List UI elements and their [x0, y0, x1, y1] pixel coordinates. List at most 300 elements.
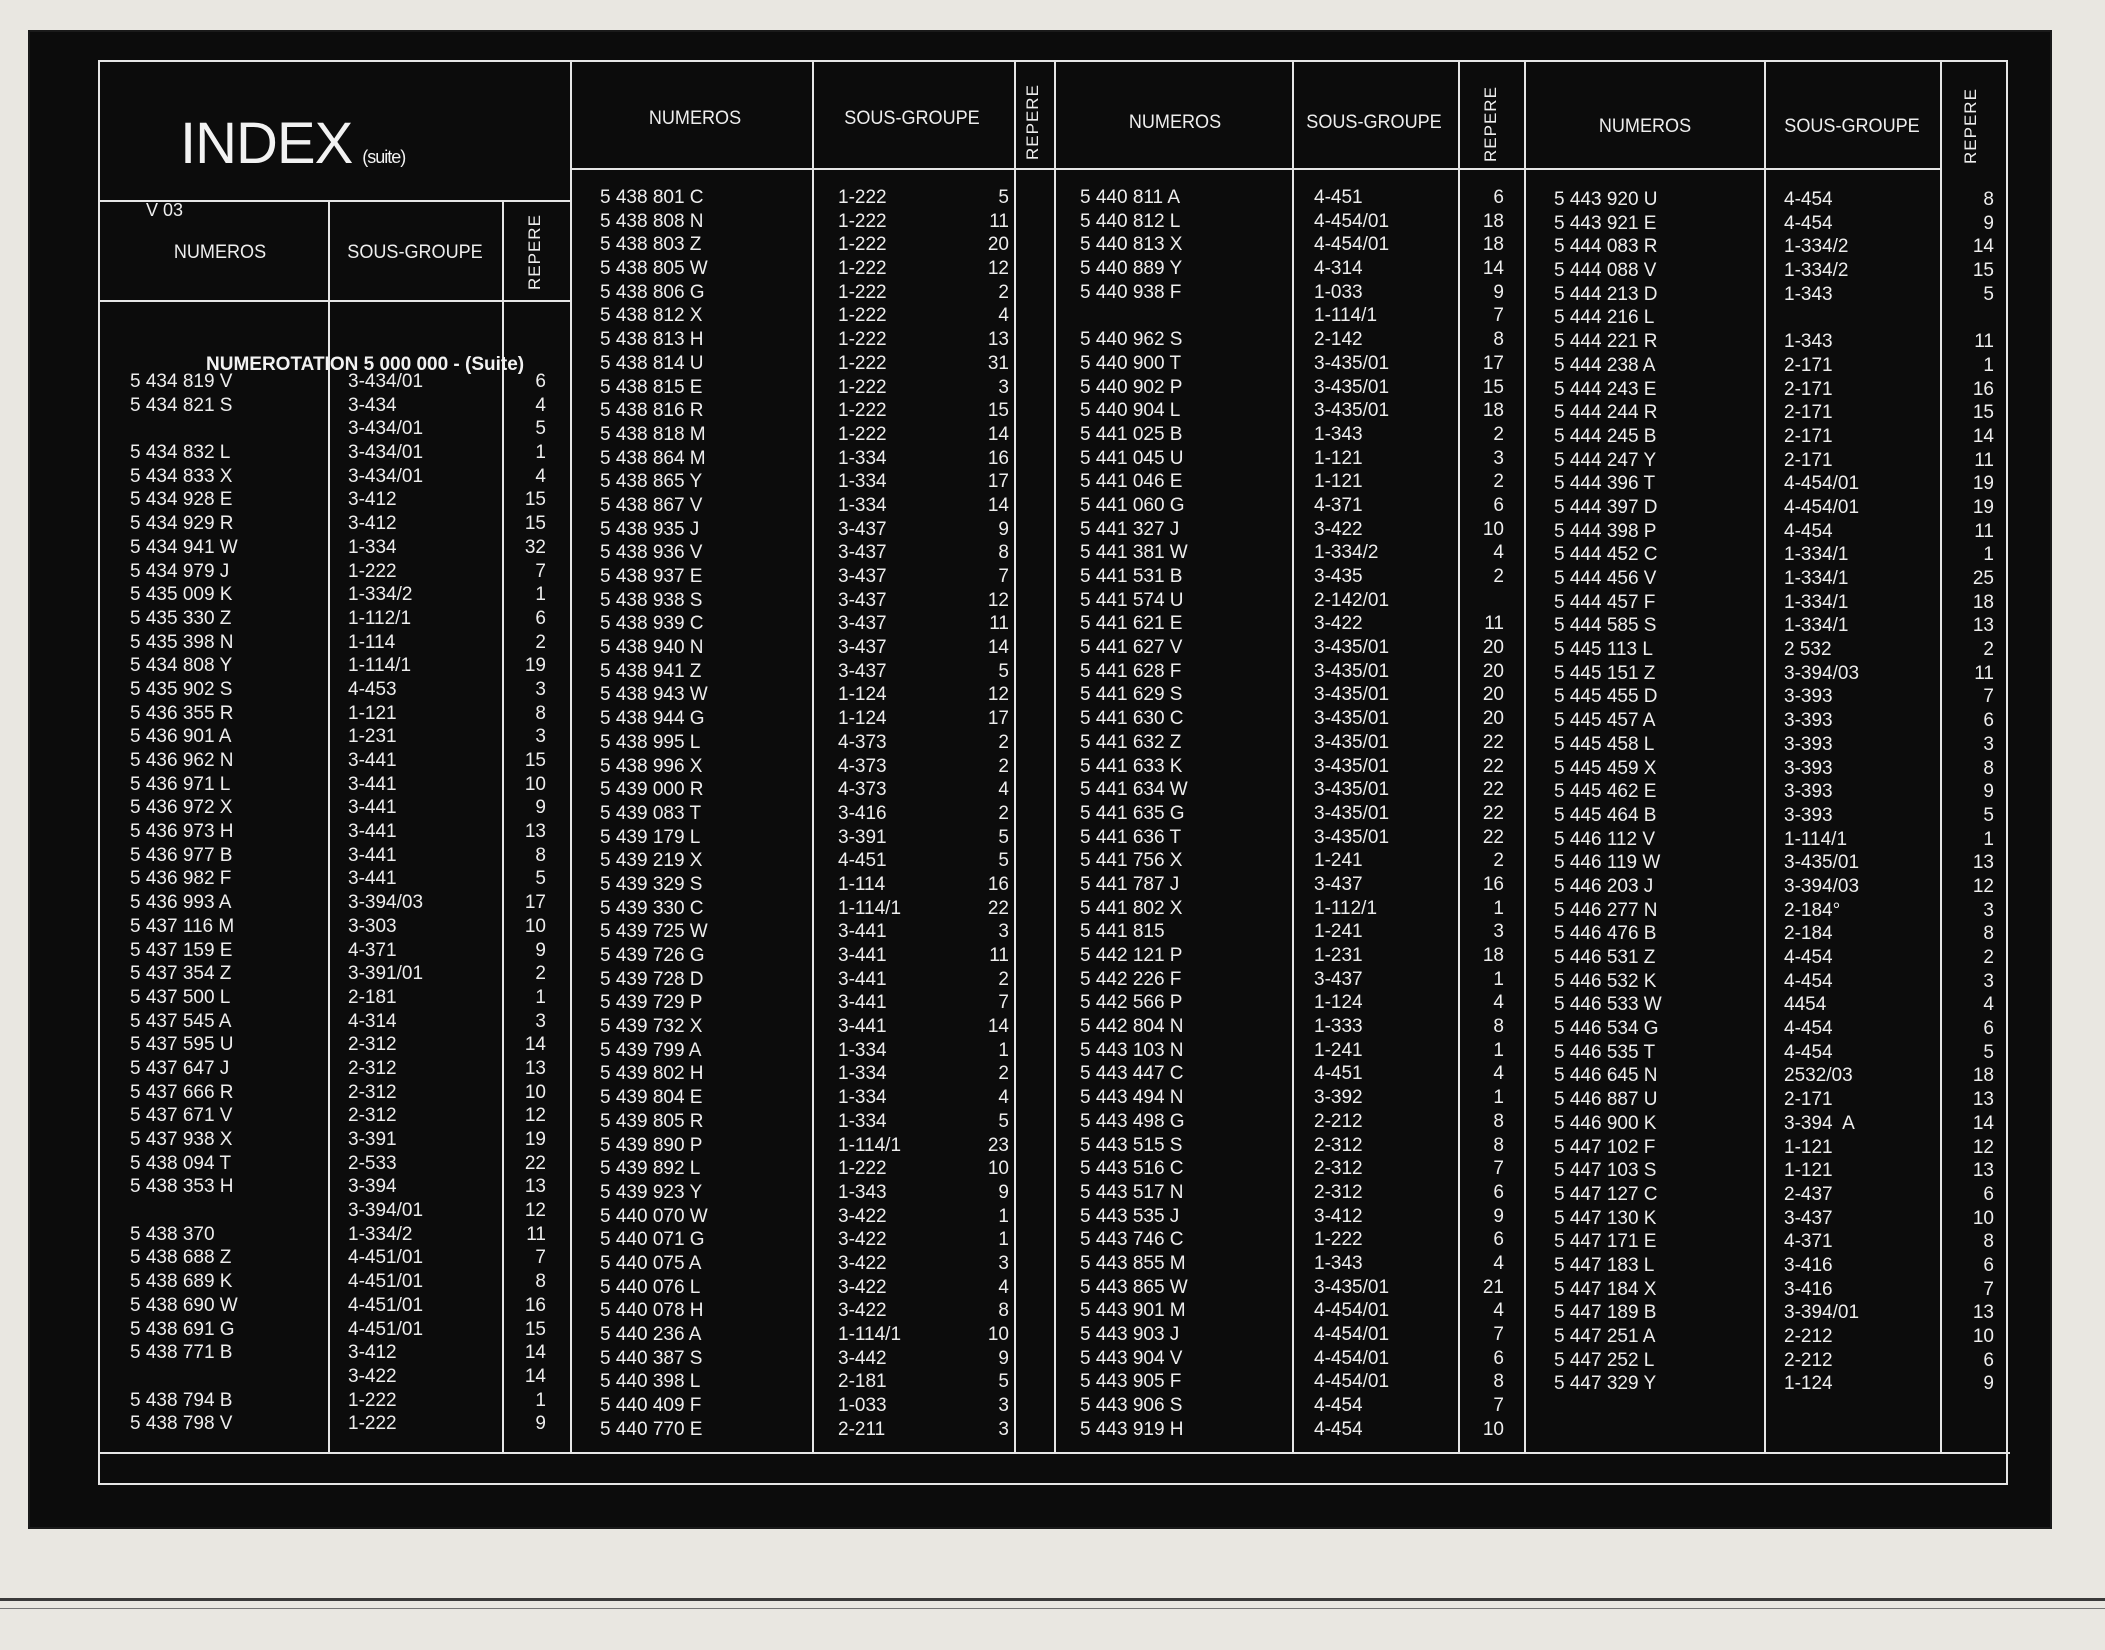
table-cell-repere: 20 — [1482, 660, 1504, 682]
table-cell-numero: 5 440 078 H — [600, 1300, 704, 1322]
table-cell-repere: 12 — [1972, 875, 1994, 897]
table-cell-repere: 6 — [1493, 1229, 1504, 1251]
table-cell-sous-groupe: 3-422 — [838, 1229, 887, 1251]
table-cell-repere: 19 — [524, 1129, 546, 1150]
table-cell-numero: 5 436 972 X — [130, 797, 233, 819]
table-cell-sous-groupe: 4-454/01 — [1314, 1300, 1390, 1322]
table-cell-numero: 5 447 103 S — [1554, 1160, 1657, 1182]
table-cell-sous-groupe: 3-393 — [1784, 733, 1833, 755]
table-cell-repere: 1 — [1983, 544, 1994, 566]
table-cell-numero: 5 439 923 Y — [600, 1181, 703, 1203]
table-cell-sous-groupe: 3-435/01 — [1314, 352, 1390, 374]
table-cell-numero: 5 440 070 W — [600, 1205, 708, 1227]
table-cell-numero: 5 440 962 S — [1080, 329, 1183, 351]
table-cell-repere: 14 — [987, 423, 1009, 445]
table-cell-repere: 11 — [1974, 331, 1994, 353]
divider — [1524, 62, 1526, 1452]
table-cell-repere: 6 — [1983, 1349, 1994, 1371]
table-cell-sous-groupe: 1-343 — [1784, 283, 1833, 305]
table-cell-sous-groupe: 1-124 — [838, 684, 887, 706]
table-cell-repere: 7 — [1493, 1395, 1504, 1417]
table-cell-repere: 1 — [535, 584, 546, 606]
table-cell-numero: 5 439 083 T — [600, 802, 702, 824]
table-cell-repere: 20 — [1482, 708, 1504, 730]
table-cell-sous-groupe: 4-453 — [348, 678, 397, 700]
film-edge — [0, 1598, 2105, 1601]
table-cell-numero: 5 447 171 E — [1554, 1231, 1657, 1253]
table-cell-sous-groupe: 3-437 — [838, 542, 887, 564]
table-cell-repere: 9 — [1983, 212, 1994, 234]
table-cell-repere: 4 — [1493, 1252, 1504, 1274]
table-cell-sous-groupe: 3-437 — [838, 660, 887, 682]
table-cell-numero: 5 441 634 W — [1080, 779, 1188, 801]
table-cell-repere: 10 — [524, 773, 546, 795]
table-cell-sous-groupe: 1-334 — [838, 1063, 887, 1085]
table-cell-numero: 5 441 327 J — [1080, 518, 1180, 540]
table-cell-repere: 17 — [987, 471, 1009, 493]
table-cell-numero: 5 440 812 L — [1080, 210, 1181, 232]
table-cell-repere: 4 — [998, 305, 1009, 327]
table-cell-sous-groupe: 1-334 — [838, 494, 887, 516]
table-cell-numero: 5 443 921 E — [1554, 212, 1657, 234]
table-cell-repere: 12 — [987, 258, 1009, 280]
table-cell-repere: 18 — [1482, 400, 1504, 422]
table-cell-sous-groupe: 2-181 — [348, 986, 397, 1008]
table-cell-repere: 23 — [987, 1134, 1009, 1156]
table-cell-sous-groupe: 1-121 — [1314, 447, 1363, 469]
sous-groupe-column — [1784, 188, 1934, 1396]
table-cell-numero: 5 434 808 Y — [130, 655, 233, 677]
table-cell-sous-groupe: 3-412 — [348, 1342, 397, 1364]
table-cell-repere: 2 — [998, 1063, 1009, 1085]
table-cell-repere: 9 — [1493, 1205, 1504, 1227]
table-cell-numero: 5 439 728 D — [600, 968, 704, 990]
table-cell-numero: 5 439 805 R — [600, 1110, 704, 1132]
table-cell-repere: 15 — [524, 489, 546, 511]
table-cell-repere: 13 — [524, 821, 546, 843]
table-cell-repere: 31 — [987, 352, 1009, 374]
table-cell-repere: 11 — [989, 613, 1009, 635]
header-numeros: NUMEROS — [1598, 116, 1692, 137]
table-cell-repere: 3 — [535, 1010, 546, 1032]
table-cell-repere: 5 — [535, 418, 546, 440]
table-cell-sous-groupe: 3-435/01 — [1314, 637, 1390, 659]
table-cell-repere: 7 — [1983, 686, 1994, 708]
table-cell-sous-groupe: 3-422 — [838, 1276, 887, 1298]
table-cell-repere: 1 — [1493, 897, 1504, 919]
table-cell-repere: 6 — [1983, 1018, 1994, 1040]
table-cell-repere: 4 — [1493, 992, 1504, 1014]
table-cell-sous-groupe: 2-171 — [1784, 425, 1833, 447]
table-cell-repere: 9 — [1983, 1373, 1994, 1395]
table-cell-repere: 25 — [1972, 568, 1994, 589]
table-cell-repere: 1 — [1493, 1087, 1504, 1109]
table-cell-repere: 6 — [1983, 710, 1994, 732]
table-cell-sous-groupe: 1-114 — [838, 873, 886, 895]
table-cell-numero: 5 438 814 U — [600, 352, 704, 374]
table-cell-repere — [1464, 589, 1504, 613]
table-cell-sous-groupe: 3-416 — [1784, 1254, 1833, 1276]
table-cell-numero: 5 443 535 J — [1080, 1205, 1180, 1227]
numeros-column — [130, 370, 320, 1436]
table-cell-numero: 5 441 636 T — [1080, 826, 1182, 848]
header-sous-groupe: SOUS-GROUPE — [844, 108, 980, 129]
table-cell-numero: 5 443 746 C — [1080, 1229, 1184, 1251]
table-cell-repere: 6 — [1493, 187, 1504, 208]
table-cell-sous-groupe: 1-114/1 — [838, 897, 902, 919]
table-cell-sous-groupe: 1-334/2 — [1314, 542, 1379, 564]
table-cell-sous-groupe: 1-222 — [1314, 1229, 1363, 1251]
repere-column — [1954, 188, 1994, 1396]
table-cell-numero: 5 438 805 W — [600, 258, 708, 280]
table-cell-repere: 17 — [524, 892, 546, 914]
table-cell-sous-groupe: 2-184 — [1784, 923, 1833, 945]
table-cell-numero: 5 438 936 V — [600, 542, 703, 564]
table-cell-sous-groupe: 3-434 — [348, 394, 397, 416]
table-cell-sous-groupe: 2 532 — [1784, 639, 1832, 661]
table-cell-numero: 5 443 447 C — [1080, 1063, 1184, 1085]
table-cell-sous-groupe: 3-434/01 — [348, 465, 424, 487]
table-cell-numero: 5 436 901 A — [130, 726, 232, 748]
divider — [1940, 62, 1942, 1452]
table-cell-repere: 3 — [1983, 899, 1994, 921]
table-cell-numero: 5 438 353 H — [130, 1176, 234, 1198]
table-cell-repere: 3 — [535, 726, 546, 748]
table-cell-sous-groupe: 3-394 A — [1784, 1112, 1855, 1134]
table-cell-sous-groupe: 2-171 — [1784, 354, 1833, 376]
table-cell-sous-groupe: 3-441 — [348, 821, 397, 843]
table-cell-repere: 6 — [1983, 1254, 1994, 1276]
table-cell-repere: 2 — [1983, 947, 1994, 968]
index-sheet — [30, 32, 2050, 1527]
table-cell-numero: 5 445 459 X — [1554, 757, 1657, 779]
table-cell-repere: 2 — [535, 631, 546, 653]
table-cell-numero: 5 438 803 Z — [600, 234, 702, 256]
table-cell-sous-groupe: 2-181 — [838, 1371, 887, 1393]
table-cell-numero: 5 440 236 A — [600, 1324, 702, 1345]
table-cell-sous-groupe: 3-394/01 — [348, 1200, 424, 1222]
table-cell-sous-groupe: 4-454 — [1784, 212, 1833, 234]
table-cell-sous-groupe: 3-422 — [838, 1205, 887, 1227]
table-cell-repere: 15 — [524, 750, 546, 771]
table-cell-sous-groupe: 4-451 — [838, 850, 887, 872]
table-cell-sous-groupe: 3-441 — [348, 844, 397, 866]
table-cell-repere: 2 — [998, 968, 1009, 990]
table-cell-numero: 5 443 904 V — [1080, 1347, 1183, 1369]
table-cell-repere: 5 — [1983, 283, 1994, 305]
table-cell-sous-groupe: 3-303 — [348, 915, 397, 937]
table-cell-repere: 4 — [1983, 994, 1994, 1016]
table-cell-sous-groupe: 1-033 — [1314, 281, 1363, 303]
table-cell-numero: 5 441 815 — [1080, 921, 1165, 943]
table-cell-repere: 14 — [524, 1034, 546, 1056]
divider — [1054, 62, 1056, 1452]
table-cell-repere: 3 — [1493, 447, 1504, 469]
table-cell-numero: 5 447 189 B — [1554, 1302, 1657, 1324]
table-cell-numero: 5 438 689 K — [130, 1271, 233, 1293]
table-cell-repere: 6 — [1493, 494, 1504, 516]
table-cell-sous-groupe: 3-437 — [1314, 873, 1363, 895]
table-cell-numero: 5 437 647 J — [130, 1057, 230, 1079]
table-cell-sous-groupe: 3-435/01 — [1314, 755, 1390, 777]
table-cell-numero: 5 440 811 A — [1080, 187, 1181, 208]
table-cell-repere: 1 — [998, 1205, 1009, 1227]
table-cell-numero: 5 444 457 F — [1554, 591, 1656, 613]
table-cell-repere: 13 — [1972, 852, 1994, 874]
table-cell-sous-groupe: 4-371 — [1314, 494, 1363, 516]
table-cell-numero: 5 442 566 P — [1080, 992, 1183, 1014]
table-cell-repere: 3 — [998, 376, 1009, 398]
table-cell-sous-groupe: 1-334 — [838, 471, 887, 493]
table-cell-repere: 14 — [524, 1342, 546, 1364]
table-cell-numero: 5 443 920 U — [1554, 189, 1658, 210]
table-cell-repere: 13 — [987, 329, 1009, 351]
table-cell-numero: 5 446 476 B — [1554, 923, 1657, 945]
table-cell-repere: 3 — [1493, 921, 1504, 943]
table-cell-repere: 10 — [1482, 1418, 1504, 1440]
table-cell-numero: 5 444 456 V — [1554, 568, 1657, 589]
table-cell-sous-groupe: 4-454 — [1784, 520, 1833, 542]
table-cell-repere: 10 — [1482, 518, 1504, 540]
table-cell-repere: 17 — [987, 708, 1009, 730]
table-cell-sous-groupe: 3-441 — [348, 797, 397, 819]
table-cell-sous-groupe: 2-184° — [1784, 899, 1841, 921]
table-cell-repere: 15 — [1972, 260, 1994, 282]
table-cell-sous-groupe: 3-391 — [838, 826, 887, 848]
table-cell-sous-groupe: 1-222 — [838, 210, 887, 232]
numeros-column — [1080, 186, 1280, 1441]
table-cell-numero: 5 446 532 K — [1554, 970, 1657, 992]
table-cell-sous-groupe: 3-441 — [348, 868, 397, 890]
table-cell-repere: 14 — [1972, 1112, 1994, 1134]
table-cell-repere: 13 — [1972, 1089, 1994, 1111]
table-cell-sous-groupe: 3-435/01 — [1314, 731, 1390, 753]
table-cell-numero: 5 445 462 E — [1554, 781, 1657, 803]
table-cell-repere: 16 — [987, 873, 1009, 895]
table-cell-sous-groupe: 3-441 — [838, 921, 887, 943]
header-repere: REPERE — [1961, 88, 1980, 164]
table-cell-repere: 18 — [1482, 210, 1504, 232]
table-cell-sous-groupe: 1-334/1 — [1784, 544, 1849, 566]
table-cell-sous-groupe: 1-124 — [1314, 992, 1363, 1014]
table-cell-sous-groupe: 2-142 — [1314, 329, 1363, 351]
table-cell-numero: 5 443 855 M — [1080, 1252, 1186, 1274]
table-cell-repere: 8 — [1983, 189, 1994, 210]
table-cell-repere: 6 — [535, 371, 546, 392]
table-cell-repere: 19 — [1972, 496, 1994, 518]
table-cell-sous-groupe: 3-416 — [1784, 1278, 1833, 1300]
table-cell-repere: 5 — [1983, 804, 1994, 826]
table-cell-repere: 4 — [998, 1087, 1009, 1109]
table-cell-sous-groupe: 3-435/01 — [1314, 684, 1390, 706]
table-cell-sous-groupe: 2-437 — [1784, 1183, 1833, 1205]
table-cell-sous-groupe: 3-434/01 — [348, 442, 424, 464]
table-cell-repere: 11 — [526, 1223, 546, 1245]
table-cell-numero: 5 437 354 Z — [130, 963, 232, 985]
table-cell-sous-groupe: 1-334/1 — [1784, 591, 1849, 613]
table-cell-sous-groupe: 1-033 — [838, 1395, 887, 1417]
table-cell-repere: 5 — [998, 660, 1009, 682]
table-cell-numero: 5 446 119 W — [1554, 852, 1661, 874]
table-cell-numero: 5 444 088 V — [1554, 260, 1657, 282]
table-cell-repere: 22 — [1482, 755, 1504, 777]
table-cell-numero: 5 439 725 W — [600, 921, 708, 943]
table-cell-numero: 5 444 243 E — [1554, 378, 1657, 400]
table-cell-sous-groupe: 2-212 — [1784, 1349, 1833, 1371]
table-cell-repere: 9 — [1493, 281, 1504, 303]
table-cell-numero: 5 441 635 G — [1080, 802, 1185, 824]
divider — [502, 200, 504, 1452]
table-cell-repere: 5 — [1983, 1041, 1994, 1063]
table-cell-numero: 5 444 245 B — [1554, 425, 1657, 447]
table-cell-numero: 5 443 498 G — [1080, 1110, 1185, 1132]
table-cell-repere: 11 — [1484, 613, 1504, 635]
title-text: INDEX — [180, 111, 353, 176]
table-cell-sous-groupe: 3-435/01 — [1314, 826, 1390, 848]
table-cell-numero: 5 445 457 A — [1554, 710, 1656, 732]
table-cell-sous-groupe: 1-121 — [1784, 1136, 1833, 1158]
table-cell-repere: 22 — [987, 897, 1009, 919]
numeros-column — [600, 186, 800, 1441]
table-cell-sous-groupe: 1-241 — [1314, 921, 1363, 943]
table-cell-numero: 5 436 982 F — [130, 868, 232, 890]
header-sous-groupe: SOUS-GROUPE — [347, 242, 483, 263]
table-cell-sous-groupe: 2-312 — [348, 1034, 397, 1056]
repere-column — [965, 186, 1009, 1441]
table-cell-repere: 16 — [1972, 378, 1994, 400]
table-cell-sous-groupe: 4-454 — [1314, 1395, 1363, 1417]
table-cell-repere: 20 — [987, 234, 1009, 256]
table-cell-repere: 3 — [1983, 970, 1994, 992]
table-cell-sous-groupe: 3-435/01 — [1314, 779, 1390, 801]
table-cell-sous-groupe: 3-394/03 — [1784, 662, 1860, 684]
table-cell-numero: 5 440 900 T — [1080, 352, 1182, 374]
table-cell-numero: 5 440 075 A — [600, 1252, 702, 1274]
table-cell-numero: 5 434 821 S — [130, 394, 233, 416]
table-cell-numero: 5 437 500 L — [130, 986, 231, 1008]
table-cell-sous-groupe: 1-121 — [348, 702, 397, 724]
table-cell-numero: 5 439 219 X — [600, 850, 703, 872]
table-cell-numero: 5 443 517 N — [1080, 1181, 1184, 1203]
table-cell-sous-groupe: 1-333 — [1314, 1016, 1363, 1038]
table-cell-repere: 14 — [1972, 236, 1994, 258]
table-cell-repere: 11 — [1974, 449, 1994, 471]
table-cell-repere: 1 — [1983, 828, 1994, 850]
table-cell-numero: 5 434 833 X — [130, 465, 233, 487]
table-cell-numero: 5 438 996 X — [600, 755, 703, 777]
table-cell-sous-groupe: 3-394 — [348, 1176, 397, 1198]
table-cell-sous-groupe: 1-124 — [838, 708, 887, 730]
table-cell-sous-groupe: 3-391/01 — [348, 963, 424, 985]
table-cell-repere: 9 — [535, 939, 546, 961]
table-cell-repere: 3 — [998, 921, 1009, 943]
table-cell-numero: 5 438 867 V — [600, 494, 703, 516]
table-cell-repere: 4 — [535, 394, 546, 416]
sous-groupe-column — [1314, 186, 1454, 1441]
table-cell-numero: 5 437 159 E — [130, 939, 233, 961]
table-cell-repere: 12 — [987, 684, 1009, 706]
table-cell-sous-groupe: 1-334 — [838, 447, 887, 469]
table-cell-sous-groupe: 3-437 — [1314, 968, 1363, 990]
table-cell-repere: 20 — [1482, 684, 1504, 706]
table-cell-numero: 5 440 889 Y — [1080, 258, 1183, 280]
table-cell-repere: 8 — [535, 1271, 546, 1293]
table-cell-numero: 5 438 808 N — [600, 210, 704, 232]
table-cell-numero: 5 438 806 G — [600, 281, 705, 303]
divider — [812, 62, 814, 1452]
table-cell-sous-groupe: 2-312 — [348, 1081, 397, 1103]
table-cell-repere: 14 — [1482, 258, 1504, 280]
table-cell-sous-groupe: 2-142/01 — [1314, 589, 1390, 611]
table-cell-numero: 5 440 409 F — [600, 1395, 702, 1417]
section-title: NUMEROTATION 5 000 000 - (Suite) — [206, 354, 525, 375]
table-cell-numero: 5 441 756 X — [1080, 850, 1183, 872]
table-cell-sous-groupe: 3-435/01 — [1314, 708, 1390, 730]
table-cell-sous-groupe: 1-222 — [838, 352, 887, 374]
table-cell-numero: 5 447 130 K — [1554, 1207, 1657, 1229]
table-cell-sous-groupe: 4-454/01 — [1314, 1371, 1390, 1393]
table-cell-sous-groupe: 1-222 — [838, 376, 887, 398]
table-cell-numero: 5 438 771 B — [130, 1342, 233, 1364]
table-cell-numero: 5 438 688 Z — [130, 1247, 232, 1269]
table-cell-sous-groupe: 1-222 — [348, 1413, 397, 1435]
table-cell-numero: 5 439 329 S — [600, 873, 703, 895]
table-cell-sous-groupe: 3-416 — [838, 802, 887, 824]
header-repere: REPERE — [525, 214, 544, 290]
table-cell-numero: 5 447 252 L — [1554, 1349, 1655, 1371]
table-cell-sous-groupe: 3-393 — [1784, 686, 1833, 708]
table-cell-repere: 18 — [1482, 234, 1504, 256]
table-cell-numero — [1080, 304, 1280, 328]
table-cell-sous-groupe: 1-222 — [348, 1389, 397, 1411]
table-cell-numero: 5 446 900 K — [1554, 1112, 1657, 1134]
table-cell-numero: 5 441 633 K — [1080, 755, 1183, 777]
table-cell-numero: 5 441 630 C — [1080, 708, 1184, 730]
table-cell-numero: 5 436 993 A — [130, 892, 232, 914]
table-cell-sous-groupe: 1-343 — [1784, 331, 1833, 353]
table-cell-repere: 5 — [998, 850, 1009, 872]
table-cell-repere: 22 — [1482, 802, 1504, 824]
table-cell-repere: 8 — [1493, 329, 1504, 351]
table-cell-sous-groupe: 3-435/01 — [1314, 376, 1390, 398]
table-cell-sous-groupe: 3-392 — [1314, 1087, 1363, 1109]
table-cell-sous-groupe: 3-437 — [1784, 1207, 1833, 1229]
table-cell-sous-groupe: 3-422 — [838, 1300, 887, 1322]
table-cell-repere: 14 — [1972, 425, 1994, 447]
table-cell-repere: 15 — [524, 1318, 546, 1340]
table-cell-sous-groupe: 4-451/01 — [348, 1318, 424, 1340]
table-cell-sous-groupe: 3-393 — [1784, 710, 1833, 732]
table-cell-repere: 5 — [998, 1371, 1009, 1393]
table-cell-sous-groupe: 4-373 — [838, 731, 887, 753]
table-cell-repere: 4 — [1493, 1300, 1504, 1322]
table-cell-sous-groupe: 3-437 — [838, 589, 887, 611]
table-cell-numero: 5 447 183 L — [1554, 1254, 1655, 1276]
table-cell-numero: 5 441 627 V — [1080, 637, 1183, 659]
table-cell-numero: 5 438 935 J — [600, 518, 700, 540]
table-cell-repere: 14 — [987, 494, 1009, 516]
table-cell-numero: 5 438 937 E — [600, 566, 703, 587]
table-cell-sous-groupe: 1-334/2 — [348, 584, 413, 606]
table-cell-numero: 5 441 060 G — [1080, 494, 1185, 516]
table-cell-numero: 5 435 009 K — [130, 584, 233, 606]
table-cell-repere: 1 — [535, 986, 546, 1008]
table-cell-numero: 5 439 726 G — [600, 945, 705, 966]
table-cell-numero: 5 443 901 M — [1080, 1300, 1186, 1322]
table-cell-numero: 5 436 971 L — [130, 773, 231, 795]
table-cell-sous-groupe: 2-171 — [1784, 402, 1833, 424]
table-cell-sous-groupe: 3-393 — [1784, 781, 1833, 803]
